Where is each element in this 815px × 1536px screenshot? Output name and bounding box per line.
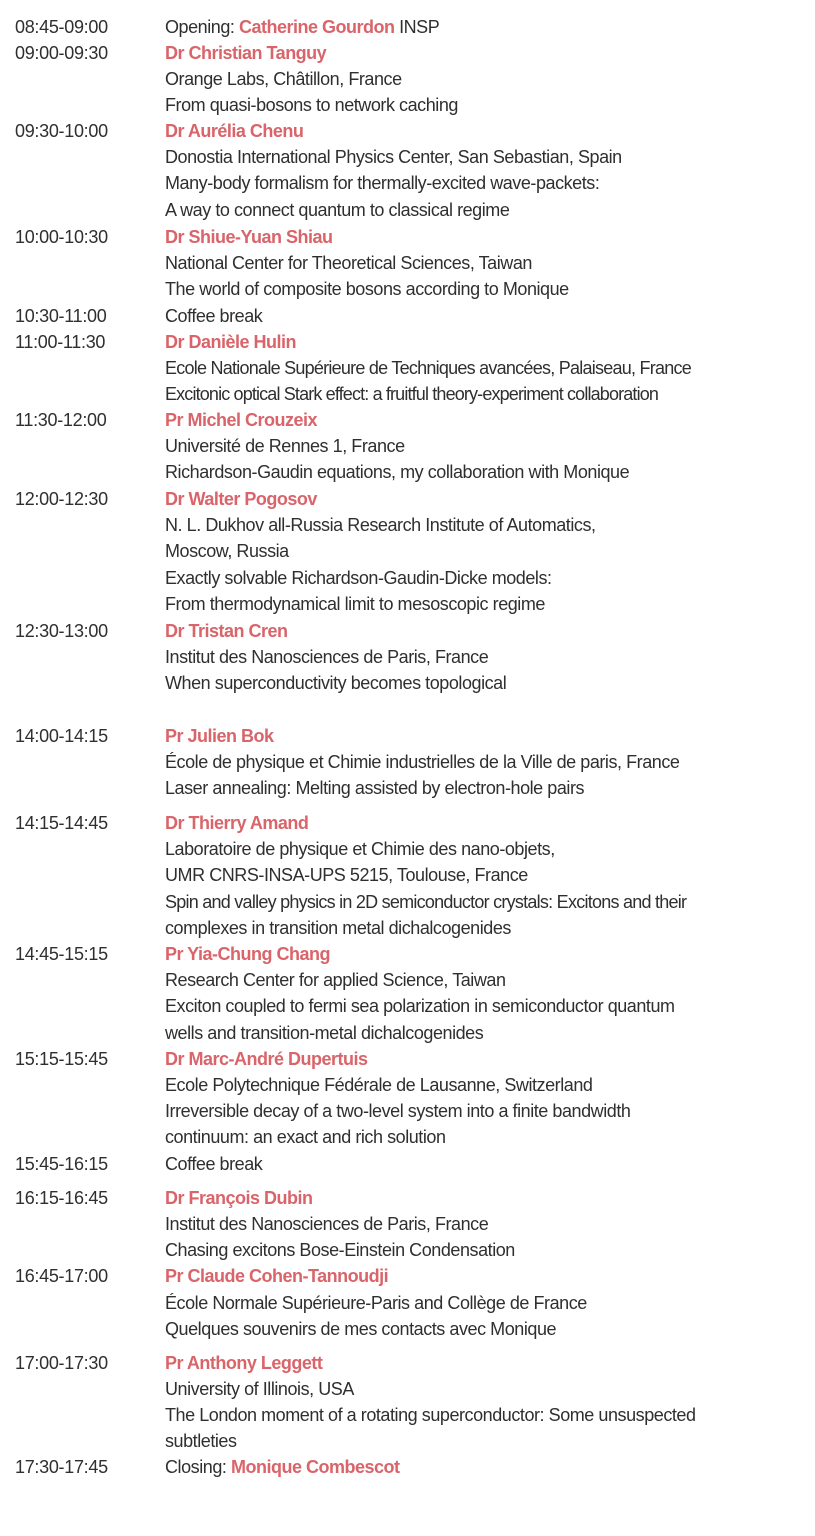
- speaker-affiliation: Ecole Nationale Supérieure de Techniques avancées, Palaiseau, France: [165, 358, 692, 378]
- break-label: Coffee break: [165, 306, 263, 326]
- talk-title: Irreversible decay of a two-level system into a finite bandwidth: [165, 1101, 631, 1121]
- speaker-affiliation: N. L. Dukhov all-Russia Research Institute of Automatics,: [165, 515, 596, 535]
- speaker-affiliation-continued: UMR CNRS-INSA-UPS 5215, Toulouse, France: [165, 865, 528, 885]
- speaker-name: Dr Thierry Amand: [165, 813, 309, 833]
- slot-time: 14:45-15:15: [15, 944, 108, 964]
- talk-title: Laser annealing: Melting assisted by electron-hole pairs: [165, 778, 585, 798]
- speaker-name: Catherine Gourdon: [239, 17, 395, 37]
- closing-line: [165, 1457, 400, 1478]
- speaker-name: Dr Walter Pogosov: [165, 489, 317, 509]
- speaker-name: Dr Tristan Cren: [165, 621, 288, 641]
- talk-title: When superconductivity becomes topological: [165, 673, 507, 693]
- talk-title: Many-body formalism for thermally-excited wave-packets:: [165, 173, 600, 193]
- speaker-name: Dr Marc-André Dupertuis: [165, 1049, 368, 1069]
- speaker-affiliation: National Center for Theoretical Sciences, Taiwan: [165, 253, 532, 273]
- speaker-name: Pr Claude Cohen-Tannoudji: [165, 1266, 389, 1286]
- speaker-affiliation: Ecole Polytechnique Fédérale de Lausanne, Switzerland: [165, 1075, 593, 1095]
- talk-title: Quelques souvenirs de mes contacts avec Monique: [165, 1319, 557, 1339]
- talk-title: Excitonic optical Stark effect: a fruitful theory-experiment collaboration: [165, 384, 659, 404]
- speaker-affiliation: Research Center for applied Science, Taiwan: [165, 970, 506, 990]
- closing-prefix: Closing:: [165, 1457, 231, 1477]
- speaker-name: Monique Combescot: [230, 1457, 400, 1477]
- slot-time: 15:15-15:45: [15, 1049, 108, 1069]
- slot-time: 16:15-16:45: [15, 1188, 108, 1208]
- speaker-affiliation-continued: Moscow, Russia: [165, 541, 289, 561]
- slot-time: 12:30-13:00: [15, 621, 108, 641]
- speaker-name: Pr Julien Bok: [165, 726, 274, 746]
- opening-suffix: INSP: [394, 17, 440, 37]
- slot-time: 14:00-14:15: [15, 726, 108, 746]
- speaker-name: Dr Christian Tanguy: [165, 43, 327, 63]
- talk-title: From quasi-bosons to network caching: [165, 95, 458, 115]
- talk-title-continued: complexes in transition metal dichalcogenides: [165, 918, 511, 938]
- slot-time: 17:00-17:30: [15, 1353, 108, 1373]
- speaker-affiliation: Donostia International Physics Center, San Sebastian, Spain: [165, 147, 622, 167]
- speaker-affiliation: Orange Labs, Châtillon, France: [165, 69, 402, 89]
- slot-time: 09:30-10:00: [15, 121, 108, 141]
- speaker-affiliation: Institut des Nanosciences de Paris, France: [165, 647, 489, 667]
- slot-time: 10:30-11:00: [15, 306, 107, 326]
- speaker-affiliation: Université de Rennes 1, France: [165, 436, 405, 456]
- speaker-affiliation: École Normale Supérieure-Paris and Collège de France: [165, 1293, 587, 1313]
- speaker-affiliation: École de physique et Chimie industrielles de la Ville de paris, France: [165, 752, 680, 772]
- talk-title: Richardson-Gaudin equations, my collaboration with Monique: [165, 462, 630, 482]
- speaker-name: Pr Anthony Leggett: [165, 1353, 323, 1373]
- talk-title-continued: subtleties: [165, 1431, 237, 1451]
- slot-time: 12:00-12:30: [15, 489, 108, 509]
- speaker-name: Pr Yia-Chung Chang: [165, 944, 331, 964]
- slot-time: 17:30-17:45: [15, 1457, 108, 1477]
- speaker-name: Pr Michel Crouzeix: [165, 410, 318, 430]
- speaker-name: Dr Aurélia Chenu: [165, 121, 304, 141]
- talk-title-continued: wells and transition-metal dichalcogenides: [165, 1023, 484, 1043]
- slot-time: 09:00-09:30: [15, 43, 108, 63]
- slot-time: 16:45-17:00: [15, 1266, 108, 1286]
- talk-title: Exciton coupled to fermi sea polarization in semiconductor quantum: [165, 996, 675, 1016]
- speaker-affiliation: Laboratoire de physique et Chimie des nano-objets,: [165, 839, 555, 859]
- speaker-name: Dr François Dubin: [165, 1188, 313, 1208]
- opening-prefix: Opening:: [165, 17, 240, 37]
- slot-time: 15:45-16:15: [15, 1154, 108, 1174]
- talk-title: The London moment of a rotating superconductor: Some unsuspected: [165, 1405, 696, 1425]
- speaker-affiliation: University of Illinois, USA: [165, 1379, 354, 1399]
- talk-title: Spin and valley physics in 2D semiconductor crystals: Excitons and their: [165, 892, 687, 912]
- slot-time: 11:00-11:30: [15, 332, 106, 352]
- slot-time: 08:45-09:00: [15, 17, 108, 37]
- slot-time: 10:00-10:30: [15, 227, 108, 247]
- speaker-name: Dr Shiue-Yuan Shiau: [165, 227, 333, 247]
- slot-time: 14:15-14:45: [15, 813, 108, 833]
- talk-title: The world of composite bosons according to Monique: [165, 279, 569, 299]
- talk-title: Chasing excitons Bose-Einstein Condensation: [165, 1240, 515, 1260]
- slot-time: 11:30-12:00: [15, 410, 107, 430]
- talk-title-continued: continuum: an exact and rich solution: [165, 1127, 446, 1147]
- speaker-name: Dr Danièle Hulin: [165, 332, 297, 352]
- talk-title: Exactly solvable Richardson-Gaudin-Dicke models:: [165, 568, 552, 588]
- speaker-affiliation: Institut des Nanosciences de Paris, France: [165, 1214, 489, 1234]
- break-label: Coffee break: [165, 1154, 263, 1174]
- talk-title-continued: From thermodynamical limit to mesoscopic regime: [165, 594, 545, 614]
- opening-line: [165, 17, 439, 38]
- talk-title-continued: A way to connect quantum to classical regime: [165, 200, 510, 220]
